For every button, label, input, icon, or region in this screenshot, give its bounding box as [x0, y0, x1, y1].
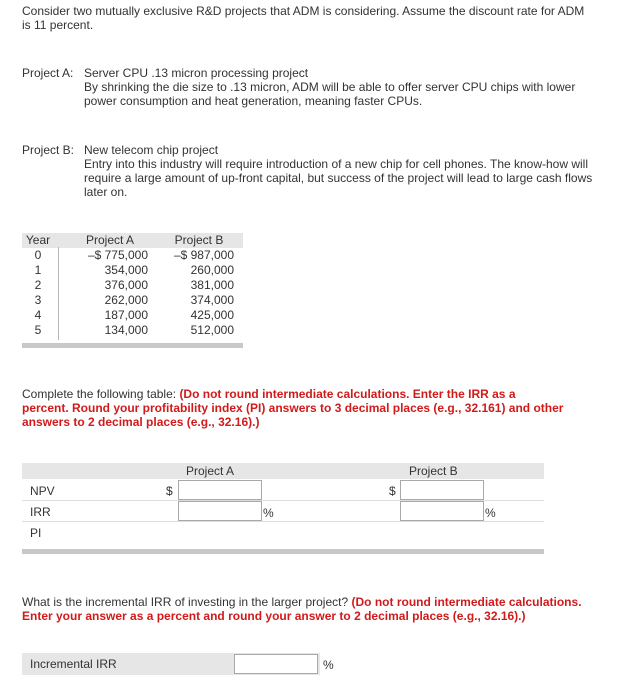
- intro-line-2: is 11 percent.: [22, 18, 94, 32]
- cashflow-col-separator: [58, 247, 59, 340]
- incremental-irr-input[interactable]: [234, 654, 318, 674]
- cashflow-value-b: 425,000: [190, 308, 234, 322]
- irr-a-percent: %: [263, 506, 274, 520]
- project-b-desc-1: Entry into this industry will require introduction of a new chip for cell phones. The know-how will: [84, 157, 589, 171]
- cashflow-header-project-b: Project B: [174, 233, 224, 247]
- project-b-label: Project B:: [22, 143, 75, 157]
- npv-project-b-input[interactable]: [400, 480, 484, 500]
- project-a-label: Project A:: [22, 66, 74, 80]
- incremental-question: What is the incremental IRR of investing in the larger project?: [22, 595, 349, 609]
- cashflow-year: 2: [34, 278, 42, 292]
- npv-b-currency: $: [389, 484, 396, 498]
- instructions-red-1: (Do not round intermediate calculations. Enter the IRR as a: [179, 387, 516, 401]
- cashflow-footer-bar: [22, 343, 243, 348]
- instructions-red-2: percent. Round your profitability index (PI) answers to 3 decimal places (e.g., 32.161) and other: [22, 401, 564, 415]
- project-b-desc-3: later on.: [84, 185, 128, 199]
- project-b-desc-2: require a large amount of up-front capital, but success of the project will lead to large cash flows: [84, 171, 593, 185]
- answer-col-project-a: Project A: [186, 464, 235, 478]
- answer-col-project-b: Project B: [409, 464, 458, 478]
- cashflow-value-a: 134,000: [104, 323, 148, 337]
- cashflow-header-year: Year: [25, 233, 51, 247]
- cashflow-value-b: 374,000: [190, 293, 234, 307]
- cashflow-value-a: 376,000: [104, 278, 148, 292]
- cashflow-year: 4: [34, 308, 42, 322]
- cashflow-value-b: 512,000: [190, 323, 234, 337]
- cashflow-project-b-column: [150, 233, 234, 338]
- cashflow-value-b: –$ 987,000: [173, 248, 234, 262]
- cashflow-value-b: 260,000: [190, 263, 234, 277]
- intro-line-1: Consider two mutually exclusive R&D projects that ADM is considering. Assume the discount rate for ADM: [22, 4, 585, 18]
- project-b-title: New telecom chip project: [84, 143, 219, 157]
- cashflow-year-column: [22, 233, 54, 338]
- row-label-irr: IRR: [30, 505, 51, 519]
- irr-project-a-input[interactable]: [178, 501, 262, 521]
- cashflow-value-a: –$ 775,000: [87, 248, 148, 262]
- cashflow-value-a: 262,000: [104, 293, 148, 307]
- cashflow-year: 0: [34, 248, 42, 262]
- answer-table-header-bg: [22, 463, 544, 479]
- cashflow-project-a-column: [62, 233, 148, 338]
- cashflow-year: 1: [34, 263, 42, 277]
- cashflow-value-a: 354,000: [104, 263, 148, 277]
- incremental-irr-percent: %: [323, 658, 334, 672]
- cashflow-value-a: 187,000: [104, 308, 148, 322]
- irr-b-percent: %: [485, 506, 496, 520]
- cashflow-year: 5: [34, 323, 42, 337]
- cashflow-header-project-a: Project A: [85, 233, 135, 247]
- answer-table-footer-bar: [22, 549, 544, 554]
- incremental-irr-label: Incremental IRR: [30, 657, 117, 671]
- npv-project-a-input[interactable]: [178, 480, 262, 500]
- instructions-lead: Complete the following table:: [22, 387, 177, 401]
- row-label-pi: PI: [30, 526, 42, 540]
- instructions-red-3: answers to 2 decimal places (e.g., 32.16).): [22, 415, 260, 429]
- project-a-desc-2: power consumption and heat generation, meaning faster CPUs.: [84, 94, 423, 108]
- incremental-red-1: (Do not round intermediate calculations.: [351, 595, 582, 609]
- instructions-line-1: [22, 387, 516, 401]
- incremental-question-line-1: [22, 595, 582, 609]
- cashflow-year: 3: [34, 293, 42, 307]
- incremental-red-2: Enter your answer as a percent and round your answer to 2 decimal places (e.g., 32.16).): [22, 609, 526, 623]
- row-divider: [22, 521, 544, 522]
- npv-a-currency: $: [166, 484, 173, 498]
- irr-project-b-input[interactable]: [400, 501, 484, 521]
- cashflow-value-b: 381,000: [190, 278, 234, 292]
- row-label-npv: NPV: [30, 484, 55, 498]
- project-a-title: Server CPU .13 micron processing project: [84, 66, 309, 80]
- project-a-desc-1: By shrinking the die size to .13 micron, ADM will be able to offer server CPU chips with lower: [84, 80, 576, 94]
